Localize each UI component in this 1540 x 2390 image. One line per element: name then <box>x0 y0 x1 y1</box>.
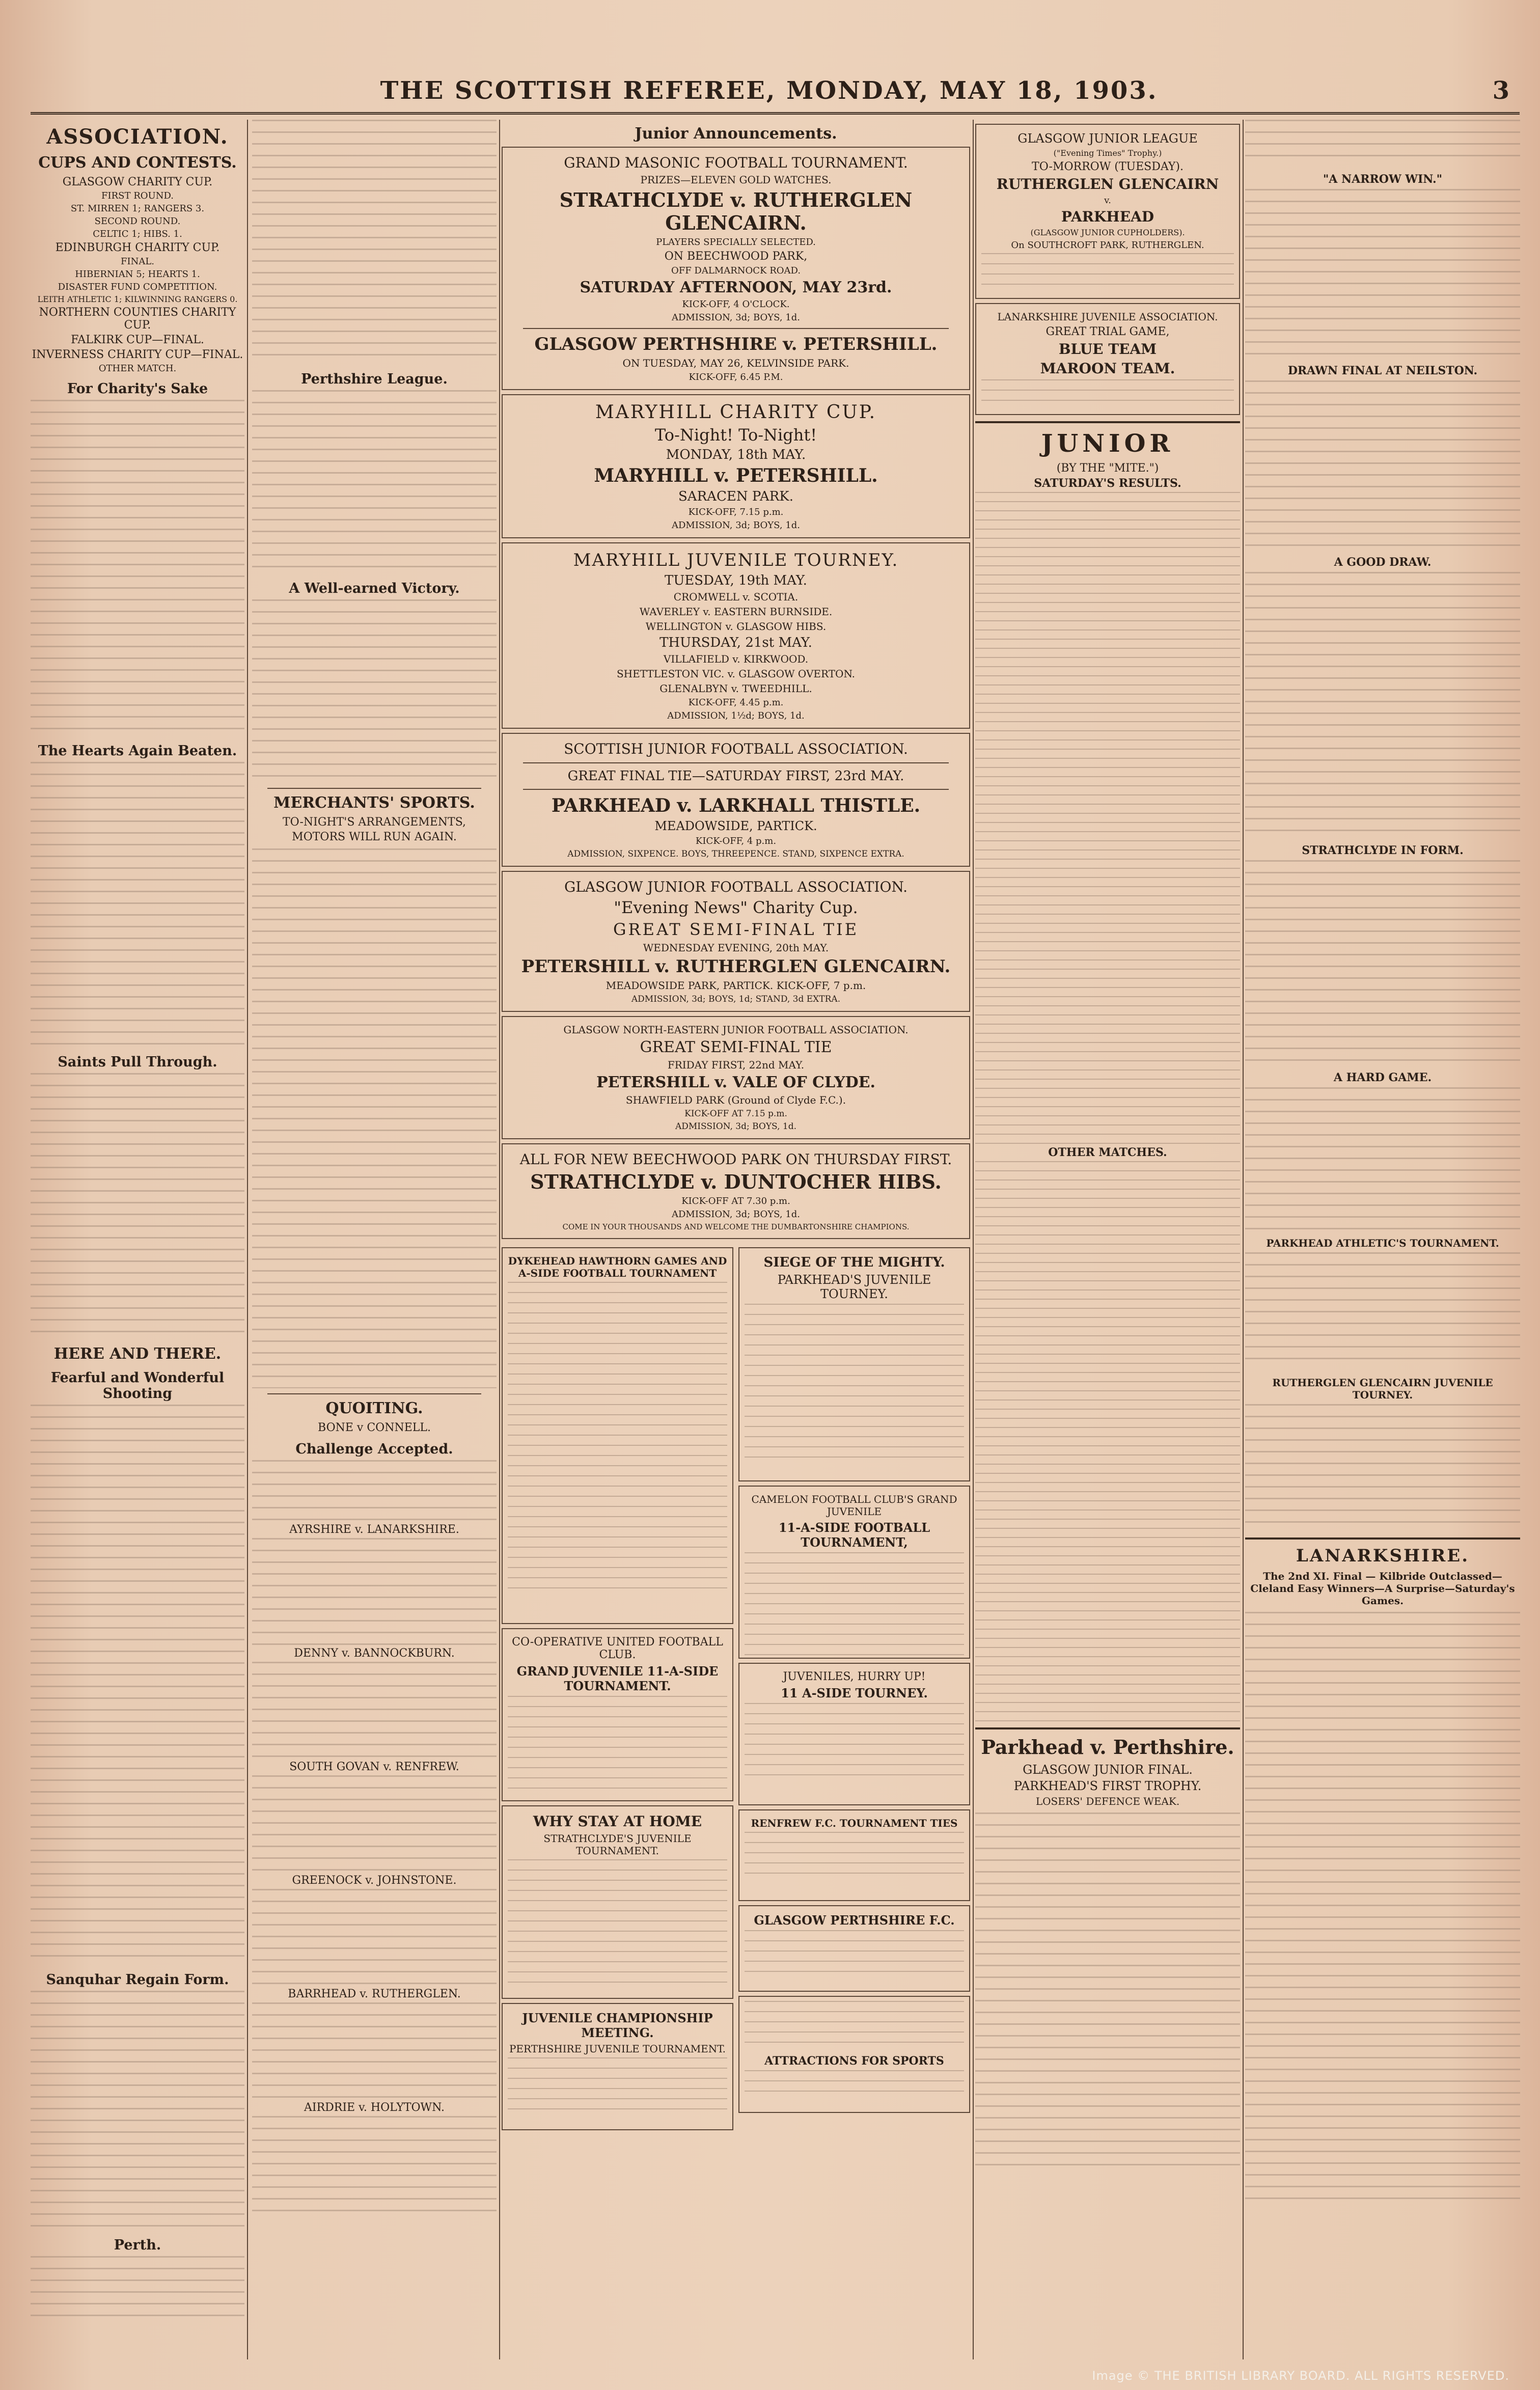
ad-line: ADMISSION, 1½d; BOYS, 1d. <box>667 710 805 721</box>
subheading: AYRSHIRE v. LANARKSHIRE. <box>289 1523 459 1536</box>
article-body <box>252 2002 497 2099</box>
divider <box>1245 1537 1520 1540</box>
ad-title: JUVENILES, HURRY UP! <box>783 1670 926 1683</box>
ad-match: GLASGOW PERTHSHIRE v. PETERSHILL. <box>534 334 938 354</box>
subheading: SATURDAY'S RESULTS. <box>1034 477 1181 490</box>
article-body <box>31 762 244 1047</box>
article-body <box>252 120 497 364</box>
article-heading: DRAWN FINAL AT NEILSTON. <box>1287 364 1478 377</box>
ad-line: PRIZES—ELEVEN GOLD WATCHES. <box>640 174 832 186</box>
ad-title: DYKEHEAD HAWTHORN GAMES AND A-SIDE FOOTBALL TOURNAMENT <box>508 1255 727 1279</box>
article-body <box>1245 380 1520 548</box>
ad-match: PETERSHILL v. RUTHERGLEN GLENCAIRN. <box>521 956 951 977</box>
ad-date: THURSDAY, 21st MAY. <box>659 635 812 650</box>
ad-line: KICK-OFF, 4 p.m. <box>695 836 777 846</box>
ad-line: GREAT FINAL TIE—SATURDAY FIRST, 23rd MAY. <box>567 768 904 784</box>
ad-line: SHETTLESTON VIC. v. GLASGOW OVERTON. <box>616 668 856 680</box>
divider <box>523 789 949 790</box>
ad-title: CO-OPERATIVE UNITED FOOTBALL CLUB. <box>512 1636 723 1661</box>
result-line: OTHER MATCH. <box>98 363 177 374</box>
ad-line: ADMISSION, 3d; BOYS, 1d. <box>671 520 801 531</box>
ad-line: ON BEECHWOOD PARK, <box>664 250 808 263</box>
ad-line: WAVERLEY v. EASTERN BURNSIDE. <box>639 606 833 618</box>
ad-line: GREAT SEMI-FINAL TIE <box>613 920 859 939</box>
result-line: FALKIRK CUP—FINAL. <box>71 334 204 346</box>
divider <box>267 788 481 789</box>
column-junior <box>975 120 1240 2359</box>
result-line: ST. MIRREN 1; RANGERS 3. <box>70 203 205 214</box>
ad-juvenile-championship <box>502 2003 733 2130</box>
article-body <box>252 2116 497 2218</box>
result-line: FINAL. <box>120 256 155 267</box>
ad-line: ("Evening Times" Trophy.) <box>1053 148 1162 158</box>
ad-line: GLENALBYN v. TWEEDHILL. <box>659 682 812 695</box>
article-heading: The Hearts Again Beaten. <box>38 743 237 759</box>
article-heading: PARKHEAD ATHLETIC'S TOURNAMENT. <box>1266 1237 1499 1249</box>
ad-line: KICK-OFF, 6.45 P.M. <box>689 372 783 382</box>
results-list <box>975 1161 1240 1721</box>
article-heading: RUTHERGLEN GLENCAIRN JUVENILE TOURNEY. <box>1272 1377 1493 1401</box>
result-line: CELTIC 1; HIBS. 1. <box>93 229 182 239</box>
subheading: GREENOCK v. JOHNSTONE. <box>292 1874 457 1887</box>
article-heading: Sanquhar Regain Form. <box>46 1972 229 1988</box>
masthead-rule <box>31 112 1520 115</box>
ad-line: CROMWELL v. SCOTIA. <box>673 591 799 603</box>
ad-line: OFF DALMARNOCK ROAD. <box>671 265 801 276</box>
ad-north-eastern <box>502 1016 970 1139</box>
ad-title: GRAND MASONIC FOOTBALL TOURNAMENT. <box>564 154 908 171</box>
ad-line: MAROON TEAM. <box>1040 360 1175 377</box>
ad-cooperative <box>502 1628 733 1801</box>
subheading: DENNY v. BANNOCKBURN. <box>294 1647 455 1660</box>
article-body <box>252 848 497 1388</box>
subheading: MOTORS WILL RUN AGAIN. <box>292 831 457 843</box>
ad-title: LANARKSHIRE JUVENILE ASSOCIATION. <box>997 311 1218 323</box>
ad-date: SATURDAY AFTERNOON, MAY 23rd. <box>580 279 892 296</box>
result-line: SECOND ROUND. <box>94 216 181 227</box>
result-line: LEITH ATHLETIC 1; KILWINNING RANGERS 0. <box>37 294 238 304</box>
ad-line: KICK-OFF, 4.45 p.m. <box>688 697 784 708</box>
article-heading: "A NARROW WIN." <box>1323 173 1443 186</box>
byline: (BY THE "MITE.") <box>1056 462 1159 475</box>
ad-dykehead <box>502 1247 733 1624</box>
subheading: OTHER MATCHES. <box>1048 1146 1167 1159</box>
ad-title: CAMELON FOOTBALL CLUB'S GRAND JUVENILE <box>751 1493 957 1518</box>
ad-date: TO-MORROW (TUESDAY). <box>1032 160 1184 173</box>
ad-match: STRATHCLYDE v. DUNTOCHER HIBS. <box>530 1170 942 1193</box>
subheading: SOUTH GOVAN v. RENFREW. <box>289 1761 459 1773</box>
ad-line: "Evening News" Charity Cup. <box>614 898 858 917</box>
ad-glasgow-perthshire <box>738 1905 970 1992</box>
ad-beechwood <box>502 1143 970 1239</box>
article-body <box>1245 120 1520 166</box>
ad-line: v. <box>1104 195 1111 206</box>
article-heading: For Charity's Sake <box>67 381 208 397</box>
ad-date: TUESDAY, 19th MAY. <box>665 573 807 588</box>
small-ads-right <box>738 1243 970 2134</box>
ad-title: PARKHEAD'S JUVENILE TOURNEY. <box>777 1273 931 1301</box>
divider <box>975 1727 1240 1729</box>
ad-title: 11 A-SIDE TOURNEY. <box>781 1686 928 1700</box>
ad-line: KICK-OFF, 4 O'CLOCK. <box>682 299 790 310</box>
article-body <box>31 1991 244 2230</box>
ad-line: SARACEN PARK. <box>678 489 793 504</box>
ad-masonic <box>502 147 970 390</box>
ad-title: WHY STAY AT HOME <box>533 1813 702 1830</box>
column-sports <box>252 120 497 2359</box>
ad-gjfa <box>502 871 970 1012</box>
ad-body <box>508 1282 727 1598</box>
small-ads <box>502 1243 970 2134</box>
ad-line: To-Night! To-Night! <box>654 425 817 445</box>
article-body <box>252 390 497 573</box>
ad-juveniles-hurry <box>738 1663 970 1805</box>
ad-title: GLASGOW JUNIOR FOOTBALL ASSOCIATION. <box>564 878 908 895</box>
article-body <box>1245 860 1520 1064</box>
ad-match: PARKHEAD <box>1061 208 1154 225</box>
ad-line: ON TUESDAY, MAY 26, KELVINSIDE PARK. <box>622 357 849 369</box>
ad-attractions <box>738 1996 970 2113</box>
column-divider <box>1243 120 1244 2359</box>
section-heading: Junior Announcements. <box>635 125 837 143</box>
article-body <box>31 1073 244 1338</box>
ad-line: ADMISSION, 3d; BOYS, 1d; STAND, 3d EXTRA. <box>631 994 841 1004</box>
article-body <box>31 2256 244 2317</box>
result-line: FIRST ROUND. <box>101 190 174 201</box>
page-number: 3 <box>1492 76 1509 105</box>
ad-body <box>745 1703 964 1784</box>
subheading: LOSERS' DEFENCE WEAK. <box>1035 1795 1180 1807</box>
ad-line: MEADOWSIDE, PARTICK. <box>654 819 817 833</box>
ad-title: ATTRACTIONS FOR SPORTS <box>764 2054 944 2068</box>
section-heading: ASSOCIATION. <box>46 125 229 149</box>
ad-line: WELLINGTON v. GLASGOW HIBS. <box>645 620 827 633</box>
article-body <box>252 599 497 783</box>
section-heading: QUOITING. <box>325 1399 423 1417</box>
ad-maryhill-juvenile <box>502 542 970 729</box>
ad-siege <box>738 1247 970 1481</box>
ad-line: ADMISSION, 3d; BOYS, 1d. <box>671 1209 801 1220</box>
result-line: EDINBURGH CHARITY CUP. <box>55 241 220 254</box>
ad-match: RUTHERGLEN GLENCAIRN <box>996 176 1219 193</box>
article-body <box>1245 1404 1520 1531</box>
subheading: GLASGOW JUNIOR FINAL. <box>1023 1763 1193 1777</box>
subheading: AIRDRIE v. HOLYTOWN. <box>304 2101 445 2114</box>
ad-why-stay <box>502 1805 733 1999</box>
article-body <box>31 1405 244 1965</box>
article-body <box>1245 1087 1520 1230</box>
results-list <box>975 492 1240 1144</box>
ad-line: MEADOWSIDE PARK, PARTICK. KICK-OFF, 7 p.m. <box>606 979 866 992</box>
ad-match: STRATHCLYDE v. RUTHERGLEN GLENCAIRN. <box>559 188 913 234</box>
article-heading: Perth. <box>114 2237 161 2253</box>
ad-title: GLASGOW PERTHSHIRE F.C. <box>754 1913 955 1928</box>
article-body <box>1245 572 1520 837</box>
ad-body <box>508 1859 727 1987</box>
ad-title: PERTHSHIRE JUVENILE TOURNAMENT. <box>509 2043 726 2055</box>
article-heading: A HARD GAME. <box>1333 1071 1432 1084</box>
subheading: BONE v CONNELL. <box>318 1421 431 1434</box>
ad-line: GREAT SEMI-FINAL TIE <box>640 1038 832 1056</box>
ad-body <box>745 1832 964 1883</box>
article-heading: STRATHCLYDE IN FORM. <box>1302 844 1464 857</box>
article-heading: Challenge Accepted. <box>295 1441 453 1457</box>
article-heading: Perthshire League. <box>301 371 448 387</box>
divider <box>523 328 949 329</box>
section-heading: LANARKSHIRE. <box>1296 1546 1470 1566</box>
ad-title: GLASGOW NORTH-EASTERN JUNIOR FOOTBALL ASSOCIATION. <box>563 1024 909 1036</box>
ad-line: ADMISSION, 3d; BOYS, 1d. <box>671 312 801 323</box>
ad-title: MARYHILL CHARITY CUP. <box>595 402 877 423</box>
ad-camelon <box>738 1486 970 1659</box>
result-line: INVERNESS CHARITY CUP—FINAL. <box>32 348 243 361</box>
ad-title: STRATHCLYDE'S JUVENILE TOURNAMENT. <box>543 1832 692 1857</box>
section-heading: MERCHANTS' SPORTS. <box>273 794 475 812</box>
ad-line: GREAT TRIAL GAME, <box>1046 325 1170 338</box>
ad-line: KICK-OFF AT 7.30 p.m. <box>681 1196 790 1206</box>
article-heading: A GOOD DRAW. <box>1334 556 1432 569</box>
section-heading: HERE AND THERE. <box>53 1345 222 1363</box>
ad-body <box>981 379 1234 410</box>
article-heading: A Well-earned Victory. <box>289 581 460 596</box>
ad-title: SCOTTISH JUNIOR FOOTBALL ASSOCIATION. <box>564 740 908 757</box>
ad-match: PARKHEAD v. LARKHALL THISTLE. <box>551 795 921 816</box>
ad-line: ADMISSION, 3d; BOYS, 1d. <box>675 1121 797 1132</box>
ad-date: MONDAY, 18th MAY. <box>666 447 806 462</box>
result-line: NORTHERN COUNTIES CHARITY CUP. <box>39 306 236 332</box>
ad-date: FRIDAY FIRST, 22nd MAY. <box>667 1059 805 1071</box>
ad-line: PLAYERS SPECIALLY SELECTED. <box>656 237 816 248</box>
column-divider <box>247 120 248 2359</box>
ad-body <box>981 253 1234 294</box>
ad-sjfa <box>502 733 970 867</box>
result-line: HIBERNIAN 5; HEARTS 1. <box>75 269 200 280</box>
ad-body <box>745 1930 964 1976</box>
article-body <box>31 400 244 736</box>
ad-date: WEDNESDAY EVENING, 20th MAY. <box>643 942 829 954</box>
ad-title: JUVENILE CHAMPIONSHIP MEETING. <box>522 2011 713 2040</box>
ad-line: On SOUTHCROFT PARK, RUTHERGLEN. <box>1011 240 1204 251</box>
subheading: BARRHEAD v. RUTHERGLEN. <box>288 1988 461 2000</box>
ad-title: 11-A-SIDE FOOTBALL TOURNAMENT, <box>778 1520 930 1550</box>
ad-body <box>508 1696 727 1798</box>
ad-line: BLUE TEAM <box>1058 341 1157 358</box>
column-junior-announcements <box>502 120 970 2359</box>
cups-heading: CUPS AND CONTESTS. <box>38 154 237 172</box>
ad-line: KICK-OFF AT 7.15 p.m. <box>684 1109 787 1119</box>
ad-title: RENFREW F.C. TOURNAMENT TIES <box>751 1817 958 1829</box>
article-heading: Fearful and Wonderful Shooting <box>50 1370 225 1402</box>
ad-title: GRAND JUVENILE 11-A-SIDE TOURNAMENT. <box>516 1664 719 1693</box>
ad-body <box>508 2057 727 2113</box>
ad-body <box>745 2070 964 2101</box>
ad-body <box>745 2001 964 2052</box>
ad-body <box>745 1552 964 1659</box>
column-reports <box>1245 120 1520 2359</box>
article-body <box>1245 1612 1520 2203</box>
article-body <box>252 1889 497 1986</box>
ad-title: MARYHILL JUVENILE TOURNEY. <box>573 550 899 570</box>
article-body <box>252 1775 497 1872</box>
ad-maryhill-charity <box>502 394 970 538</box>
ad-junior-league <box>975 124 1240 299</box>
subheading: TO-NIGHT'S ARRANGEMENTS, <box>282 816 466 829</box>
divider <box>523 762 949 763</box>
ad-renfrew <box>738 1809 970 1901</box>
ad-line: COME IN YOUR THOUSANDS AND WELCOME THE DUMBARTONSHIRE CHAMPIONS. <box>562 1222 910 1231</box>
ad-title: ALL FOR NEW BEECHWOOD PARK ON THURSDAY FIRST. <box>519 1151 952 1168</box>
column-divider <box>499 120 500 2359</box>
image-credit: Image © THE BRITISH LIBRARY BOARD. ALL RIGHTS RESERVED. <box>1092 2369 1509 2383</box>
article-body <box>252 1538 497 1645</box>
ad-line: SHAWFIELD PARK (Ground of Clyde F.C.). <box>625 1094 846 1106</box>
masthead-title: THE SCOTTISH REFEREE, MONDAY, MAY 18, 1903. <box>380 76 1158 105</box>
article-body <box>252 1662 497 1759</box>
column-divider <box>973 120 974 2359</box>
column-association <box>31 120 244 2359</box>
small-ads-left <box>502 1243 733 2134</box>
article-body <box>975 1812 1240 2169</box>
ad-lanarkshire-juvenile <box>975 303 1240 415</box>
result-line: DISASTER FUND COMPETITION. <box>58 282 217 292</box>
ad-title: SIEGE OF THE MIGHTY. <box>763 1255 945 1270</box>
ad-line: (GLASGOW JUNIOR CUPHOLDERS). <box>1030 228 1185 237</box>
divider <box>975 421 1240 423</box>
section-heading: JUNIOR <box>1041 429 1174 458</box>
ad-body <box>745 1304 964 1467</box>
ad-line: KICK-OFF, 7.15 p.m. <box>688 507 784 517</box>
ad-match: MARYHILL v. PETERSHILL. <box>594 465 878 486</box>
ad-line: VILLAFIELD v. KIRKWOOD. <box>663 653 809 665</box>
ad-match: PETERSHILL v. VALE OF CLYDE. <box>596 1074 875 1091</box>
article-body <box>1245 189 1520 357</box>
article-body <box>1245 1252 1520 1369</box>
divider <box>267 1393 481 1394</box>
result-line: GLASGOW CHARITY CUP. <box>62 176 213 188</box>
article-heading: Parkhead v. Perthshire. <box>981 1736 1234 1759</box>
subheading: PARKHEAD'S FIRST TROPHY. <box>1013 1779 1202 1793</box>
ad-title: GLASGOW JUNIOR LEAGUE <box>1018 131 1198 146</box>
ad-line: ADMISSION, SIXPENCE. BOYS, THREEPENCE. STAND, SIXPENCE EXTRA. <box>567 849 904 859</box>
article-body <box>252 1460 497 1521</box>
subheading: The 2nd XI. Final — Kilbride Outclassed—Cleland Easy Winners—A Surprise—Saturday's Games. <box>1250 1570 1515 1607</box>
article-heading: Saints Pull Through. <box>58 1054 217 1070</box>
